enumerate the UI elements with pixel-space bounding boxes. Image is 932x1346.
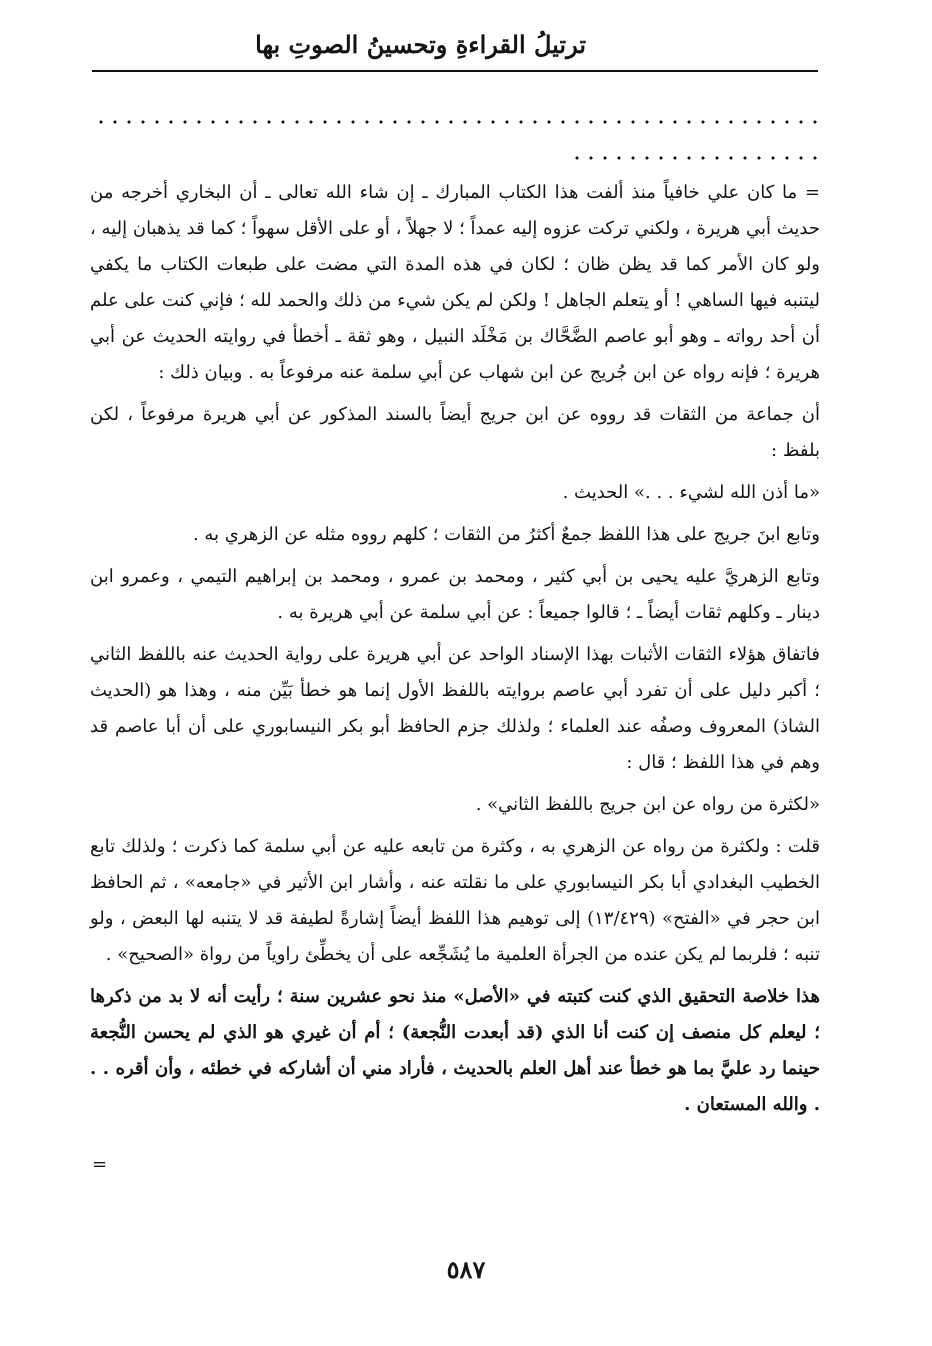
footnote-paragraph: = ما كان علي خافياً منذ ألفت هذا الكتاب المبارك ـ إن شاء الله تعالى ـ أن البخاري أخرجه من حديث أبي هريرة ، ولكني تركت عزوه إليه عمداً ؛ لا جهلاً ، أو على الأقل سهواً ؛ كما قد يذهبان إليه ، ولو كان الأمر كما قد يظن ظان ؛ لكان في هذه المدة التي مضت على طبعات الكتاب ما يكفي ليتنبه فيها الساهي ! أو يتعلم الجاهل ! ولكن لم يكن شيء من ذلك والحمد لله ؛ فإني كنت على علم أن أحد رواته ـ وهو أبو عاصم الضَّحَّاك بن مَخْلَد النبيل ، وهو ثقة ـ أخطأ في روايته الحديث عن أبي هريرة ؛ فإنه رواه عن ابن جُريج عن ابن شهاب عن أبي سلمة عنه مرفوعاً به . وبيان ذلك : bbox=[90, 182, 820, 383]
footnote-paragraph: أن جماعة من الثقات قد رووه عن ابن جريج أيضاً بالسند المذكور عن أبي هريرة مرفوعاً ، لكن بلفظ : bbox=[90, 404, 821, 461]
quoted-statement: «لكثرة من رواه عن ابن جريج باللفظ الثاني» . bbox=[475, 794, 820, 815]
page-header bbox=[92, 26, 818, 72]
continuation-marker: = bbox=[92, 1154, 108, 1175]
dotted-separator-short bbox=[572, 150, 822, 166]
footnote-paragraph: وتابع ابنَ جريج على هذا اللفظ جمعٌ أكثرُ من الثقات ؛ كلهم رووه مثله عن الزهري به . bbox=[192, 524, 820, 545]
footnote-body bbox=[90, 175, 820, 1123]
footnote-paragraph: فاتفاق هؤلاء الثقات الأثبات بهذا الإسناد الواحد عن أبي هريرة على رواية الحديث عنه باللفظ الثاني ؛ أكبر دليل على أن تفرد أبي عاصم بروايته باللفظ الأول إنما هو خطأ بَيِّن منه ، وهذا هو (الحديث الشاذ) المعروف وصفُه عند العلماء ؛ ولذلك جزم الحافظ أبو بكر النيسابوري على أن أبا عاصم قد وهم في هذا اللفظ ؛ قال : bbox=[90, 644, 820, 773]
running-title: ترتيلُ القراءةِ وتحسينُ الصوتِ بها bbox=[255, 30, 586, 59]
hadith-quote: «ما أذن الله لشيء . . .» الحديث . bbox=[562, 482, 820, 503]
page-number: ٥٨٧ bbox=[446, 1255, 486, 1284]
footnote-paragraph: قلت : ولكثرة من رواه عن الزهري به ، وكثرة من تابعه عليه عن أبي سلمة كما ذكرت ؛ ولذلك تابع الخطيب البغدادي أبا بكر النيسابوري على ما نقلته عنه ، وأشار ابن الأثير في «جامعه» ، ثم الحافظ ابن حجر في «الفتح» (١٣/٤٢٩) إلى توهيم هذا اللفظ أيضاً إشارةً لطيفة قد لا يتنبه لها البعض ، ولو تنبه ؛ فلربما لم يكن عنده من الجرأة العلمية ما يُشَجِّعه على أن يخطِّئ راوياً من رواة «الصحيح» . bbox=[90, 836, 820, 965]
dotted-separator-long bbox=[94, 114, 822, 130]
footnote-paragraph: وتابع الزهريَّ عليه يحيى بن أبي كثير ، ومحمد بن عمرو ، ومحمد بن إبراهيم التيمي ، وعمرو ابن دينار ـ وكلهم ثقات أيضاً ـ ؛ قالوا جميعاً : عن أبي سلمة عن أبي هريرة به . bbox=[90, 566, 820, 623]
summary-paragraph: هذا خلاصة التحقيق الذي كنت كتبته في «الأصل» منذ نحو عشرين سنة ؛ رأيت أنه لا بد من ذكرها ؛ ليعلم كل منصف إن كنت أنا الذي (قد أبعدت النُّجعة) ؛ أم أن غيري هو الذي لم يحسن النُّجعة حينما رد عليَّ بما هو خطأ عند أهل العلم بالحديث ، فأراد مني أن أشاركه في خطئه ، وأن أقره . . . والله المستعان . bbox=[90, 986, 820, 1115]
